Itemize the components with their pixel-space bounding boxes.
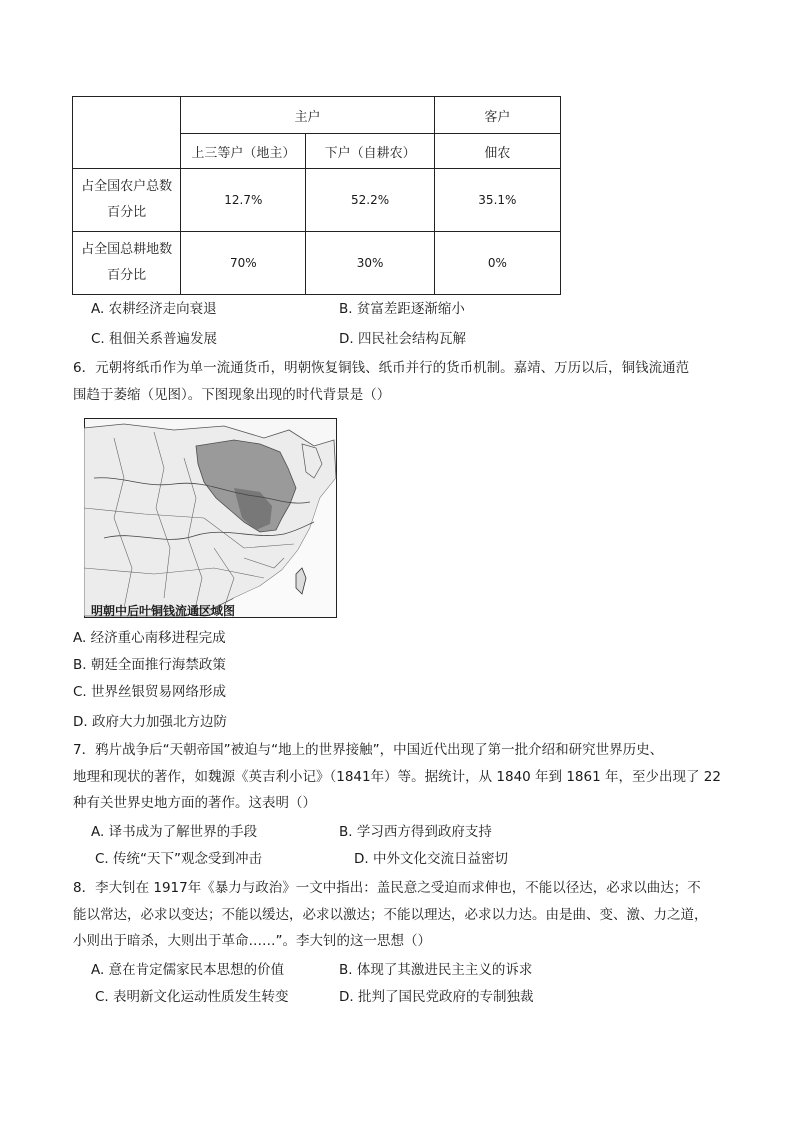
- q7-option-a[interactable]: A. 译书成为了解世界的手段: [91, 824, 258, 840]
- land-distribution-table: [72, 96, 561, 295]
- subheader-landlord: 上三等户（地主）: [181, 134, 306, 169]
- q6-option-d[interactable]: D. 政府大力加强北方边防: [73, 714, 227, 730]
- q7-stem-line-3: 种有关世界史地方面的著作。这表明（）: [73, 795, 316, 811]
- q8-option-b[interactable]: B. 体现了其激进民主主义的诉求: [339, 962, 533, 978]
- ming-copper-coin-map: [84, 418, 337, 618]
- q7-stem-line-1: 7．鸦片战争后“天朝帝国”被迫与“地上的世界接触”，中国近代出现了第一批介绍和研究世界历史、: [73, 742, 664, 758]
- q8-option-d[interactable]: D. 批判了国民党政府的专制独裁: [339, 989, 534, 1005]
- q6-stem-line-2: 围趋于萎缩（见图）。下图现象出现的时代背景是（）: [73, 387, 391, 403]
- q7-option-c[interactable]: C. 传统“天下”观念受到冲击: [95, 851, 262, 867]
- row-label-households: 占全国农户总数 百分比: [73, 169, 181, 232]
- q7-stem-line-2: 地理和现状的著作，如魏源《英吉利小记》（1841年）等。据统计，从 1840 年到 1861 年，至少出现了 22: [73, 769, 721, 785]
- land-landlord-value: 70%: [181, 232, 306, 295]
- row-label-land: 占全国总耕地数 百分比: [73, 232, 181, 295]
- households-landlord-value: 12.7%: [181, 169, 306, 232]
- q7-option-b[interactable]: B. 学习西方得到政府支持: [339, 824, 492, 840]
- q5-option-d[interactable]: D. 四民社会结构瓦解: [339, 331, 466, 347]
- subheader-tenant: 佃农: [434, 134, 560, 169]
- q6-option-c[interactable]: C. 世界丝银贸易网络形成: [73, 684, 227, 700]
- q8-stem-line-2: 能以常达，必求以变达；不能以缓达，必求以激达；不能以理达，必求以力达。由是曲、变、激、力之道，: [73, 907, 708, 923]
- table-corner-cell: [73, 97, 181, 169]
- q5-option-b[interactable]: B. 贫富差距逐渐缩小: [339, 301, 465, 317]
- header-guest-households: 客户: [434, 97, 560, 134]
- land-self-cultivator-value: 30%: [306, 232, 434, 295]
- households-tenant-value: 35.1%: [434, 169, 560, 232]
- q6-stem-line-1: 6．元朝将纸币作为单一流通货币，明朝恢复铜钱、纸币并行的货币机制。嘉靖、万历以后，铜钱流通范: [73, 360, 690, 376]
- land-tenant-value: 0%: [434, 232, 560, 295]
- households-self-cultivator-value: 52.2%: [306, 169, 434, 232]
- q6-option-a[interactable]: A. 经济重心南移进程完成: [73, 630, 226, 646]
- map-caption: 明朝中后叶铜钱流通区域图: [91, 604, 236, 618]
- q8-stem-line-3: 小则出于暗杀，大则出于革命……”。李大钊的这一思想（）: [73, 933, 431, 949]
- q8-option-a[interactable]: A. 意在肯定儒家民本思想的价值: [91, 962, 285, 978]
- q5-option-c[interactable]: C. 租佃关系普遍发展: [91, 331, 218, 347]
- q5-option-a[interactable]: A. 农耕经济走向衰退: [91, 301, 217, 317]
- q7-option-d[interactable]: D. 中外文化交流日益密切: [354, 851, 508, 867]
- q6-option-b[interactable]: B. 朝廷全面推行海禁政策: [73, 657, 226, 673]
- q8-option-c[interactable]: C. 表明新文化运动性质发生转变: [95, 989, 289, 1005]
- q8-stem-line-1: 8．李大钊在 1917年《暴力与政治》一文中指出：盖民意之受迫而求伸也，不能以径达，必求以曲达；不: [73, 880, 701, 896]
- header-main-households: 主户: [181, 97, 435, 134]
- subheader-self-cultivator: 下户（自耕农）: [306, 134, 434, 169]
